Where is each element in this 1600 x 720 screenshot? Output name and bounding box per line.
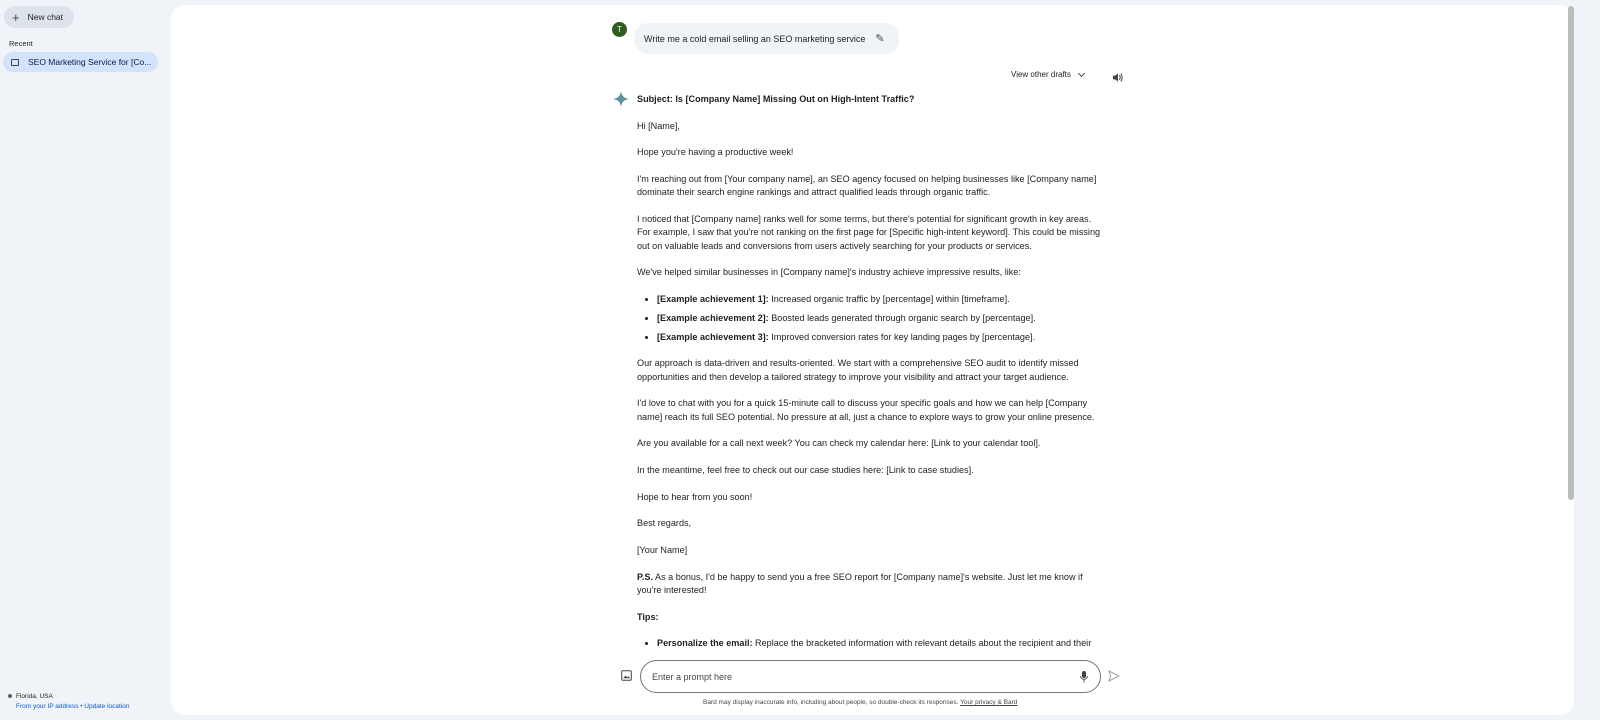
email-paragraph-8: In the meantime, feel free to check out our case studies here: [Link to case studies]. [637, 464, 974, 475]
list-item: • Personalize the email: Replace the bracketed information with relevant details about the recipient and their [657, 637, 1107, 650]
bard-sparkle-icon [613, 91, 629, 107]
new-chat-label: New chat [27, 12, 64, 22]
email-paragraph-4: We've helped similar businesses in [Company name]'s industry achieve impressive results, like: [637, 267, 1021, 278]
location-info [16, 692, 129, 712]
email-paragraph-6: I'd love to chat with you for a quick 15-minute call to discuss your specific goals and how we can help [Company name] reach its full SEO potential. No pressure at all, just a chance to explore ways to grow your online presence. [637, 398, 1095, 422]
recent-chat-label: SEO Marketing Service for [Co... [28, 57, 152, 67]
email-paragraph-5: Our approach is data-driven and results-oriented. We start with a comprehensive SEO audit to identify missed opportunities and then develop a tailored strategy to improve your visibility and attract your target audience. [637, 358, 1079, 382]
prompt-input[interactable] [652, 672, 1062, 682]
email-paragraph-9: Hope to hear from you soon! [637, 491, 753, 502]
location-dot-icon [8, 694, 12, 698]
view-other-drafts-button[interactable] [1011, 70, 1084, 79]
achievements-list [657, 293, 1107, 344]
location-separator: • [80, 703, 83, 710]
email-paragraph-3: I noticed that [Company name] ranks well for some terms, but there's potential for significant growth in key areas. For example, I saw that you're not ranking on the first page for [Specific high-intent keyword]. This could be missing out on valuable leads and conversions from users actively searching for your products or services. [637, 214, 1101, 251]
recent-chat-item[interactable] [3, 52, 158, 72]
email-ps: P.S. As a bonus, I'd be happy to send you a free SEO report for [Company name]'s website. Just let me know if you're interested! [637, 571, 1083, 595]
user-prompt-text: Write me a cold email selling an SEO marketing service [644, 33, 866, 44]
pencil-icon[interactable]: ✎ [875, 33, 885, 45]
email-greeting: Hi [Name], [637, 120, 680, 131]
image-upload-icon[interactable] [621, 670, 632, 681]
list-item: • [Example achievement 2]: Boosted leads generated through organic search by [percentage]. [657, 312, 1107, 325]
scrollbar[interactable] [1568, 6, 1574, 500]
email-paragraph-1: Hope you're having a productive week! [637, 147, 794, 158]
recent-heading: Recent [9, 39, 33, 48]
location-place: Florida, USA [16, 693, 53, 700]
disclaimer [703, 699, 1017, 706]
email-name: [Your Name] [637, 545, 688, 556]
email-paragraph-2: I'm reaching out from [Your company name], an SEO agency focused on helping businesses like [Company name] dominate their search engine rankings and attract qualified leads through organic traffic. [637, 174, 1097, 198]
location-source: From your IP address [16, 703, 79, 710]
tips-heading: Tips: [637, 611, 659, 622]
user-prompt-bubble [634, 23, 899, 54]
response-content [637, 93, 1107, 650]
chat-bubble-icon [11, 59, 19, 66]
view-drafts-label: View other drafts [1011, 70, 1071, 79]
email-signoff: Best regards, [637, 518, 692, 529]
list-item: • [Example achievement 1]: Increased organic traffic by [percentage] within [timeframe]. [657, 293, 1107, 306]
microphone-icon[interactable] [1080, 671, 1088, 683]
email-subject: Subject: Is [Company Name] Missing Out on High-Intent Traffic? [637, 94, 915, 104]
list-item: • [Example achievement 3]: Improved conversion rates for key landing pages by [percentage]. [657, 331, 1107, 344]
user-avatar: T [612, 22, 627, 37]
update-location-link[interactable]: Update location [84, 703, 130, 710]
email-paragraph-7: Are you available for a call next week? You can check my calendar here: [Link to your calendar tool]. [637, 438, 1041, 449]
sidebar [0, 0, 168, 720]
plus-icon: + [12, 9, 20, 25]
chevron-down-icon [1078, 69, 1085, 76]
new-chat-button[interactable] [4, 6, 74, 28]
prompt-input-container [640, 660, 1101, 693]
disclaimer-text: Bard may display inaccurate info, including about people, so double-check its responses. [703, 699, 961, 706]
send-icon[interactable] [1108, 670, 1120, 682]
privacy-link[interactable]: Your privacy & Bard [960, 699, 1018, 706]
speaker-icon[interactable] [1112, 72, 1123, 83]
tips-list [657, 637, 1107, 650]
